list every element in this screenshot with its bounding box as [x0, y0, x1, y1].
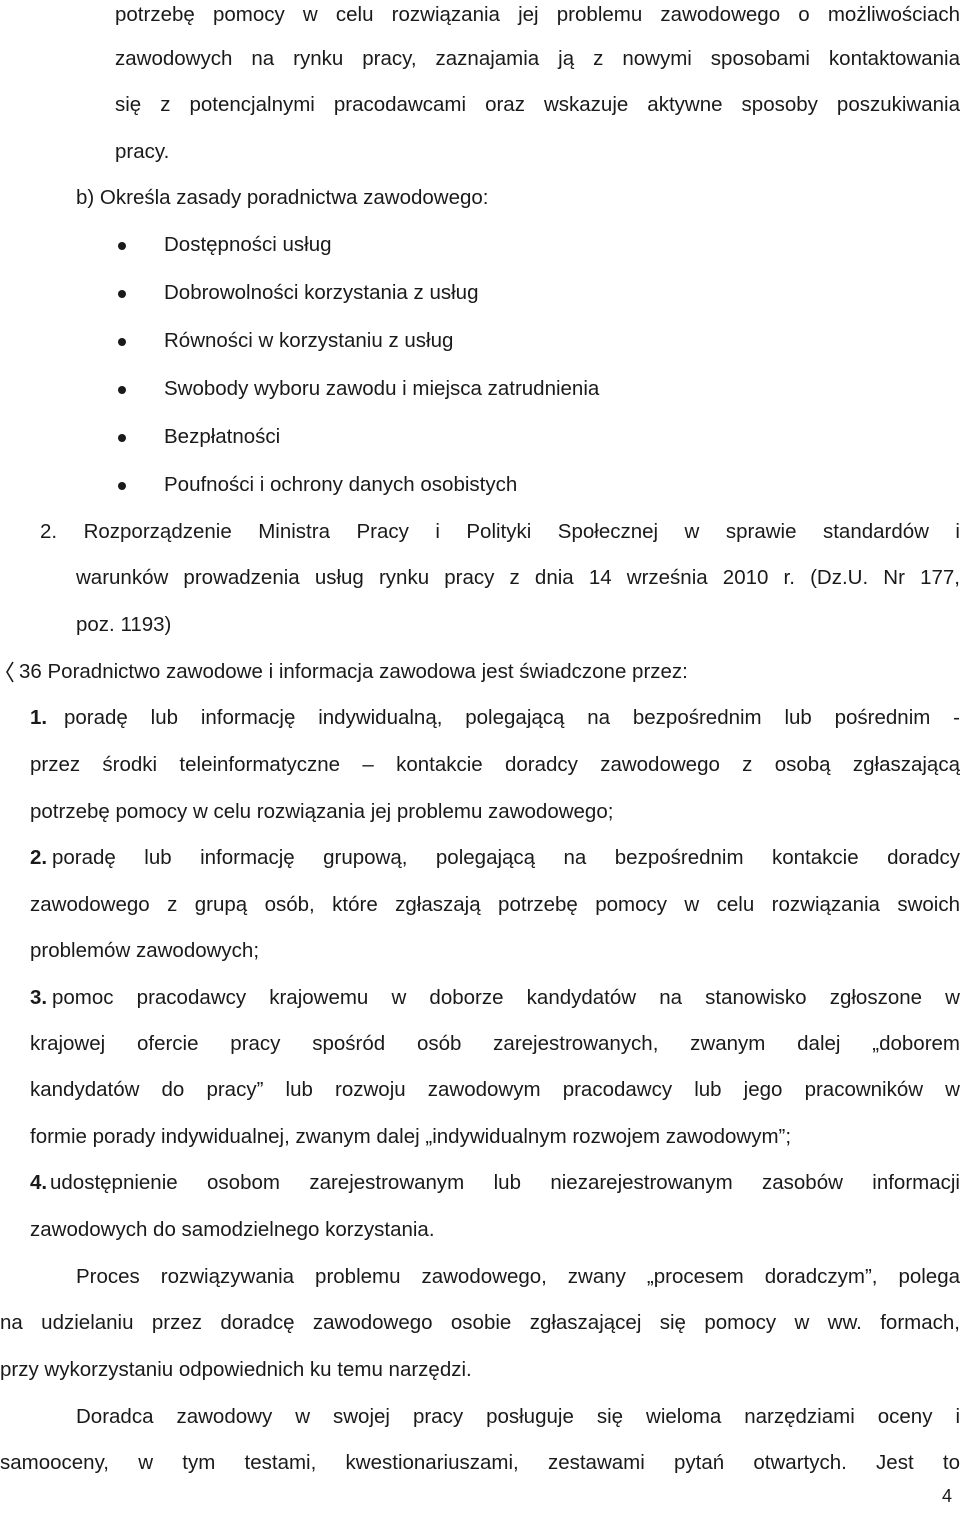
page-number: 4	[941, 1486, 952, 1506]
bullet-icon	[118, 386, 126, 394]
principle-item: Swobody wyboru zawodu i miejsca zatrudnienia	[164, 377, 600, 400]
intro-line: zawodowych na rynku pracy, zaznajamia ją z nowymi sposobami kontaktowania	[115, 47, 960, 70]
bullet-icon	[118, 242, 126, 250]
regulation-line: 2. Rozporządzenie Ministra Pracy i Polityki Społecznej w sprawie standardów i	[40, 520, 960, 543]
principle-item: Dobrowolności korzystania z usług	[164, 281, 479, 304]
principle-item: Bezpłatności	[164, 425, 281, 448]
section-b-heading: b) Określa zasady poradnictwa zawodowego:	[76, 186, 489, 209]
bullet-icon	[118, 434, 126, 442]
item-text: zawodowego z grupą osób, które zgłaszają potrzebę pomocy w celu rozwiązania swoich	[30, 893, 960, 916]
list-item	[30, 983, 960, 1013]
item-text: zawodowych do samodzielnego korzystania.	[30, 1218, 435, 1241]
tools-paragraph-line: Doradca zawodowy w swojej pracy posługuje się wieloma narzędziami oceny i	[76, 1405, 960, 1428]
item-number: 3.	[30, 986, 48, 1009]
regulation-line: warunków prowadzenia usług rynku pracy z dnia 14 września 2010 r. (Dz.U. Nr 177,	[76, 566, 960, 589]
intro-line: pracy.	[115, 140, 170, 163]
item-text: przez środki teleinformatyczne – kontakcie doradcy zawodowego z osobą zgłaszającą	[30, 753, 960, 776]
process-paragraph-line: na udzielaniu przez doradcę zawodowego osobie zgłaszającej się pomocy w ww. formach,	[0, 1311, 960, 1334]
list-item	[30, 703, 960, 733]
item-number: 4.	[30, 1171, 48, 1194]
item-text: krajowej ofercie pracy spośród osób zarejestrowanych, zwanym dalej „doborem	[30, 1032, 960, 1055]
list-item	[30, 843, 960, 873]
item-number: 2.	[30, 846, 48, 869]
tools-paragraph-line: samooceny, w tym testami, kwestionariuszami, zestawami pytań otwartych. Jest to	[0, 1451, 960, 1474]
section-bracket-icon	[4, 660, 16, 684]
process-paragraph-line: przy wykorzystaniu odpowiednich ku temu narzędzi.	[0, 1358, 472, 1381]
process-paragraph-line: Proces rozwiązywania problemu zawodowego, zwany „procesem doradczym”, polega	[76, 1265, 960, 1288]
principle-item: Poufności i ochrony danych osobistych	[164, 473, 518, 496]
principle-item: Równości w korzystaniu z usług	[164, 329, 454, 352]
list-item	[30, 1168, 960, 1198]
item-text: poradę lub informację grupową, polegającą na bezpośrednim kontakcie doradcy	[52, 846, 960, 869]
principle-item: Dostępności usług	[164, 233, 332, 256]
item-number: 1.	[30, 706, 48, 729]
intro-line: potrzebę pomocy w celu rozwiązania jej problemu zawodowego o możliwościach	[115, 3, 960, 26]
paragraph-36: 36 Poradnictwo zawodowe i informacja zawodowa jest świadczone przez:	[19, 660, 688, 683]
bullet-icon	[118, 290, 126, 298]
item-text: problemów zawodowych;	[30, 939, 260, 962]
intro-line: się z potencjalnymi pracodawcami oraz wskazuje aktywne sposoby poszukiwania	[115, 93, 960, 116]
item-text: potrzebę pomocy w celu rozwiązania jej problemu zawodowego;	[30, 800, 614, 823]
item-text: poradę lub informację indywidualną, polegającą na bezpośrednim lub pośrednim -	[64, 706, 960, 729]
regulation-line: poz. 1193)	[76, 613, 172, 636]
item-text: udostępnienie osobom zarejestrowanym lub niezarejestrowanym zasobów informacji	[50, 1171, 960, 1194]
bullet-icon	[118, 482, 126, 490]
bullet-icon	[118, 338, 126, 346]
item-text: pomoc pracodawcy krajowemu w doborze kandydatów na stanowisko zgłoszone w	[52, 986, 960, 1009]
item-text: formie porady indywidualnej, zwanym dalej „indywidualnym rozwojem zawodowym”;	[30, 1125, 792, 1148]
item-text: kandydatów do pracy” lub rozwoju zawodowym pracodawcy lub jego pracowników w	[30, 1078, 960, 1101]
